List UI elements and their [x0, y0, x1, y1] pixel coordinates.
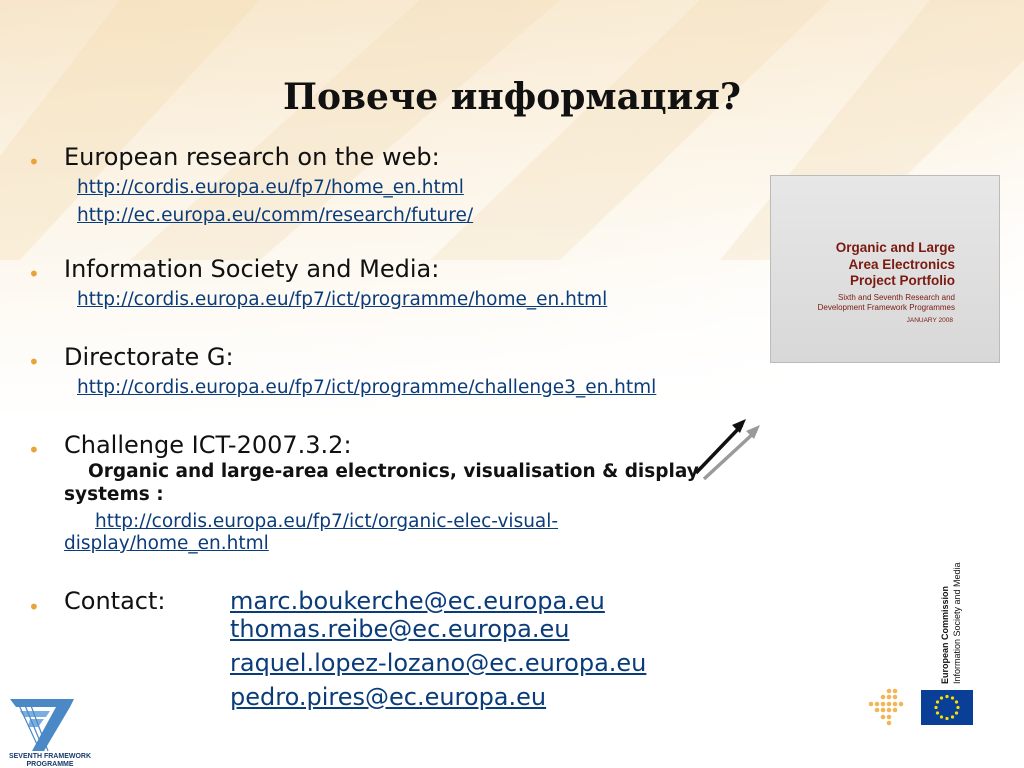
fp7-logo — [0, 695, 100, 768]
cover-title: Organic and Large Area Electronics Project Portfolio — [835, 240, 955, 288]
email-link-lopez-lozano[interactable]: raquel.lopez-lozano@ec.europa.eu — [230, 649, 647, 677]
portfolio-cover-image — [770, 175, 1000, 363]
svg-text:SEVENTH FRAMEWORK: SEVENTH FRAMEWORK — [8, 753, 92, 760]
email-link-pires[interactable]: pedro.pires@ec.europa.eu — [230, 683, 547, 711]
european-commission-logo-text — [938, 544, 964, 684]
eu-flag-icon — [921, 690, 973, 725]
cover-subtitle: Sixth and Seventh Research and Development Framework Programmes — [817, 293, 955, 312]
section-heading-challenge: Challenge ICT-2007.3.2: — [64, 431, 352, 459]
link-research-future[interactable]: http://ec.europa.eu/comm/research/future/ — [77, 205, 474, 226]
svg-text:European Commission: European Commission — [940, 585, 950, 684]
section-heading-contact: Contact: — [64, 587, 166, 615]
bullet-icon: • — [28, 438, 40, 462]
challenge-description-line1: Organic and large-area electronics, visualisation & display — [88, 461, 699, 482]
link-organic-elec-line2[interactable]: display/home_en.html — [64, 533, 269, 554]
section-heading-infosoc: Information Society and Media: — [64, 255, 440, 283]
dots-pattern-icon — [868, 688, 910, 726]
email-link-reibe[interactable]: thomas.reibe@ec.europa.eu — [230, 615, 570, 643]
bullet-icon: • — [28, 350, 40, 374]
section-heading-research: European research on the web: — [64, 143, 440, 171]
svg-text:PROGRAMME: PROGRAMME — [26, 761, 74, 768]
svg-text:Information Society and Media: Information Society and Media — [952, 562, 962, 684]
challenge-description-line2: systems : — [64, 484, 164, 505]
slide-title: Повече информация? — [283, 76, 741, 118]
section-heading-directorate: Directorate G: — [64, 343, 234, 371]
link-organic-elec-line1[interactable]: http://cordis.europa.eu/fp7/ict/organic-elec-visual- — [95, 511, 559, 532]
email-link-boukerche[interactable]: marc.boukerche@ec.europa.eu — [230, 587, 605, 615]
arrow-icon — [680, 415, 770, 485]
bullet-icon: • — [28, 595, 40, 619]
cover-date: JANUARY 2008 — [906, 317, 953, 324]
link-ict-programme[interactable]: http://cordis.europa.eu/fp7/ict/programme/home_en.html — [77, 289, 608, 310]
bullet-icon: • — [28, 150, 40, 174]
bullet-icon: • — [28, 262, 40, 286]
link-challenge3[interactable]: http://cordis.europa.eu/fp7/ict/programme/challenge3_en.html — [77, 377, 657, 398]
link-fp7-home[interactable]: http://cordis.europa.eu/fp7/home_en.html — [77, 177, 464, 198]
